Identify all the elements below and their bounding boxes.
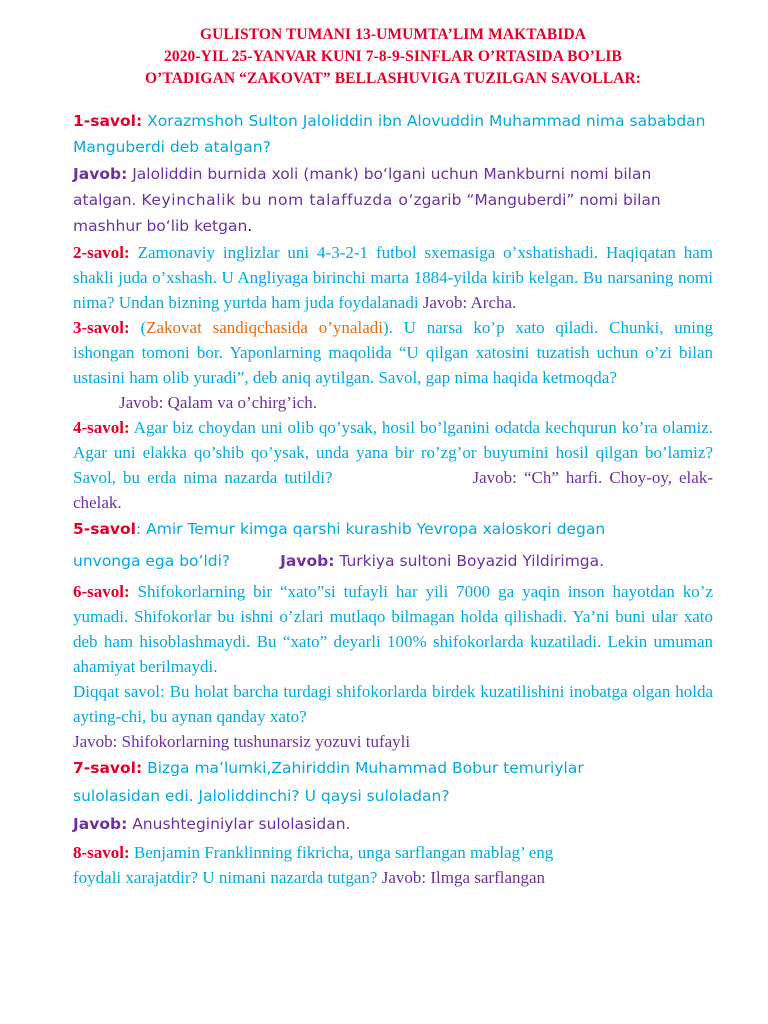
question-4 <box>73 415 713 515</box>
question-label: 3-savol: <box>73 318 130 337</box>
question-text: Benjamin Franklinning fikricha, unga sarflangan mablag’ eng <box>129 843 554 862</box>
question-7-cont: sulolasidan edi. Jaloliddinchi? U qaysi suloladan? <box>73 787 450 805</box>
answer-text: Javob: Archa. <box>422 293 517 312</box>
question-label: 7-savol: <box>73 759 143 777</box>
question-text: Zamonaviy inglizlar uni 4-3-2-1 futbol sxemasiga o’xshatishadi. Haqiqatan ham shakli juda o’xshash. U Angliyaga birinchi marta 1884-yilda kirib kelgan. Bu narsaning nomi nima? Undan bizning yurtda ham juda foydalanadi <box>73 243 713 312</box>
title-line-2: 2020-YIL 25-YANVAR KUNI 7-8-9-SINFLAR O’RTASIDA BO’LIB <box>164 48 622 65</box>
answer-6: Javob: Shifokorlarning tushunarsiz yozuvi tufayli <box>73 732 411 751</box>
paren-close: ) <box>382 318 389 337</box>
question-label: 8-savol: <box>73 843 130 862</box>
title-line-1: GULISTON TUMANI 13-UMUMTA’LIM MAKTABIDA <box>199 26 587 43</box>
question-8 <box>73 840 713 865</box>
title-line-3: O’TADIGAN “ZAKOVAT” BELLASHUVIGA TUZILGAN SAVOLLAR: <box>144 70 641 87</box>
question-text: Shifokorlarning bir “xato”si tufayli har yili 7000 ga yaqin inson hayotdan ko’z yumadi. Shifokorlar bu ishni o’zlari mutlaqo bilmagan holda qilishadi. Ya’ni buni ular xato deb ham hisoblashmaydi. Bu “xato” deyarli 100% shifokorlarda kuzatiladi. Lekin umuman ahamiyat berilmaydi. <box>73 582 713 676</box>
answer-text: Anushteginiylar sulolasidan. <box>127 815 351 833</box>
question-label: 6-savol: <box>73 582 130 601</box>
answer-text: Javob: “Ch” harfi. Choy-oy, elak-chelak. <box>73 468 713 512</box>
question-2 <box>73 240 713 315</box>
answer-text: Javob: Ilmga sarflangan <box>381 868 546 887</box>
question-8-cont <box>73 865 713 890</box>
answer-text: Jaloliddin burnida xoli (mank) bo‘lgani uchun Mankburni nomi bilan atalgan. <box>73 165 652 209</box>
answer-label: Javob: <box>73 165 128 183</box>
question-5 <box>73 515 713 543</box>
question-text: Xorazmshoh Sulton Jaloliddin ibn Alovuddin Muhammad nima sababdan Manguberdi deb atalgan? <box>73 112 706 156</box>
question-text: Bizga ma’lumki,Zahiriddin Muhammad Bobur temuriylar <box>142 759 584 777</box>
question-text: Agar biz choydan uni olib qo’ysak, hosil bo’lganini odatda kechqurun ko’ra olamiz. Agar uni elakka qo’shib qo’ysak, unda yana bir ro’zg’or buyumini hosil qilgan bo’lamiz? Savol, bu erda nima nazarda tutildi? <box>73 418 713 487</box>
answer-label: Javob: <box>280 552 335 570</box>
answer-1 <box>73 161 713 239</box>
question-text: . U narsa ko’p xato qiladi. Chunki, uning ishongan tomoni bor. Yaponlarning maqolida “U qilgan xatosini tuzatish uchun o’zi bilan ustasini ham olib yuradi”, deb aniq aytilgan. Savol, gap nima haqida ketmoqda? <box>73 318 713 387</box>
answer-end: . <box>247 217 253 235</box>
question-1 <box>73 108 713 160</box>
question-text: : Amir Temur kimga qarshi kurashib Yevropa xaloskori degan <box>135 520 606 538</box>
question-label: 1-savol: <box>73 112 143 130</box>
question-5-cont <box>73 547 713 575</box>
question-7 <box>73 754 713 782</box>
paren-open: ( <box>129 318 147 337</box>
document-title <box>73 24 713 90</box>
question-3 <box>73 315 713 390</box>
question-6-attention: Diqqat savol: Bu holat barcha turdagi shifokorlarda birdek kuzatilishini inobatga olgan holda ayting-chi, bu aynan qanday xato? <box>73 682 713 726</box>
question-label: 4-savol: <box>73 418 130 437</box>
question-6 <box>73 579 713 679</box>
document-page <box>73 24 713 890</box>
answer-text: Keyinchalik bu nom talaffuzda o <box>141 191 409 209</box>
question-note: Zakovat sandiqchasida o’ynaladi <box>146 318 383 337</box>
question-label: 2-savol: <box>73 243 130 262</box>
answer-3: Javob: Qalam va o’chirg’ich. <box>119 393 317 412</box>
question-text: unvonga ega bo’ldi? <box>73 552 231 570</box>
answer-label: Javob: <box>73 815 128 833</box>
answer-7 <box>73 810 713 838</box>
question-text: foydali xarajatdir? U nimani nazarda tutgan? <box>73 868 382 887</box>
answer-text: Turkiya sultoni Boyazid Yildirimga. <box>334 552 605 570</box>
answer-text: ‘zgarib “Manguberdi” nomi bilan mashhur bo‘lib ketgan <box>73 191 661 235</box>
question-label: 5-savol <box>73 520 136 538</box>
